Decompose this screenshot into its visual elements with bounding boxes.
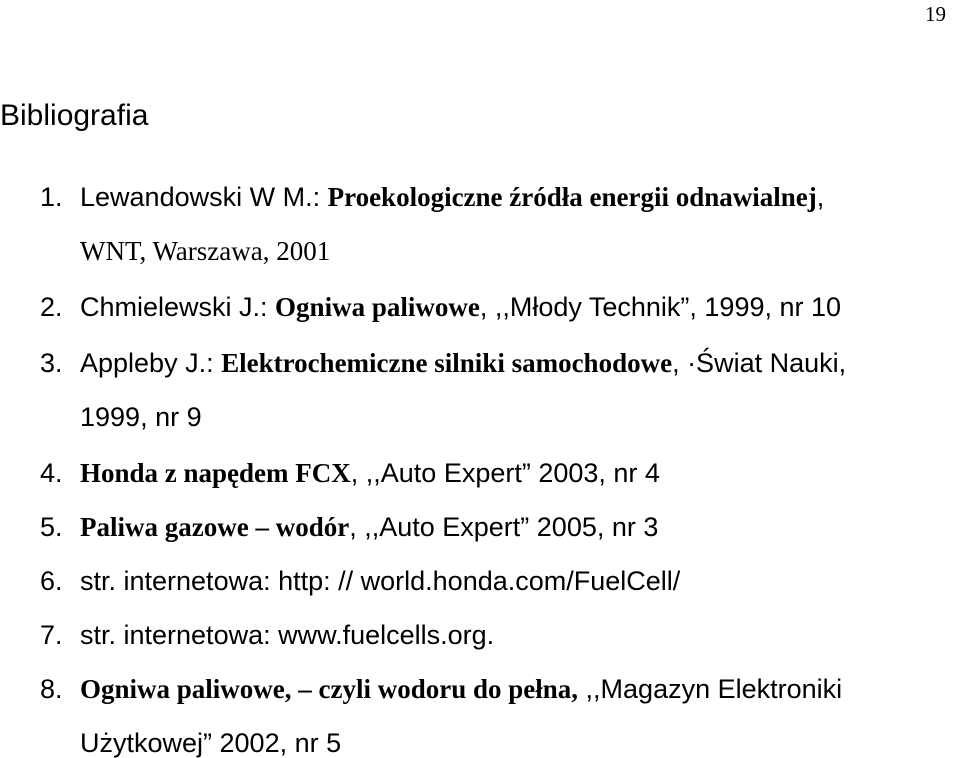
entry-rest: , ,,Młody Technik”, 1999, nr 10 <box>479 292 842 322</box>
list-item <box>40 350 846 377</box>
entry-text: str. internetowa: http: // world.honda.com/FuelCell/ <box>80 566 681 596</box>
list-item <box>40 676 842 703</box>
entry-author: Appleby J.: <box>80 348 222 378</box>
entry-title: Ogniwa paliwowe, – czyli wodoru do pełna, <box>80 674 579 704</box>
page-number: 19 <box>925 2 946 26</box>
entry-number: 6. <box>40 566 63 596</box>
entry-author: Lewandowski W M.: <box>80 182 328 212</box>
list-item <box>40 514 658 541</box>
entry-title: Paliwa gazowe – wodór <box>80 512 350 542</box>
entry-continuation: WNT, Warszawa, 2001 <box>80 236 331 266</box>
entry-number: 4. <box>40 458 63 488</box>
entry-continuation: Użytkowej” 2002, nr 5 <box>80 728 342 758</box>
entry-rest: , <box>816 182 825 212</box>
entry-number: 3. <box>40 348 63 378</box>
list-item <box>40 622 494 649</box>
entry-author: Chmielewski J.: <box>80 292 276 322</box>
entry-continuation: 1999, nr 9 <box>80 402 202 432</box>
entry-title: Honda z napędem FCX <box>80 458 351 488</box>
entry-title: Elektrochemiczne silniki samochodowe <box>221 348 673 378</box>
list-item <box>40 568 680 595</box>
list-item <box>40 460 660 487</box>
entry-rest: , ·Świat Nauki, <box>672 348 847 378</box>
list-item <box>40 184 824 211</box>
entry-number: 8. <box>40 674 63 704</box>
entry-rest: , ,,Auto Expert” 2005, nr 3 <box>349 512 659 542</box>
entry-number: 5. <box>40 512 63 542</box>
entry-rest: , ,,Auto Expert” 2003, nr 4 <box>350 458 660 488</box>
entry-number: 1. <box>40 182 63 212</box>
entry-text: str. internetowa: www.fuelcells.org. <box>80 620 495 650</box>
entry-rest: ,,Magazyn Elektroniki <box>578 674 843 704</box>
entry-number: 2. <box>40 292 63 322</box>
entry-title: Proekologiczne źródła energii odnawialnej <box>327 182 817 212</box>
bibliography-heading: Bibliografia <box>0 99 149 132</box>
list-item <box>40 294 841 321</box>
entry-number: 7. <box>40 620 63 650</box>
entry-title: Ogniwa paliwowe <box>275 292 480 322</box>
